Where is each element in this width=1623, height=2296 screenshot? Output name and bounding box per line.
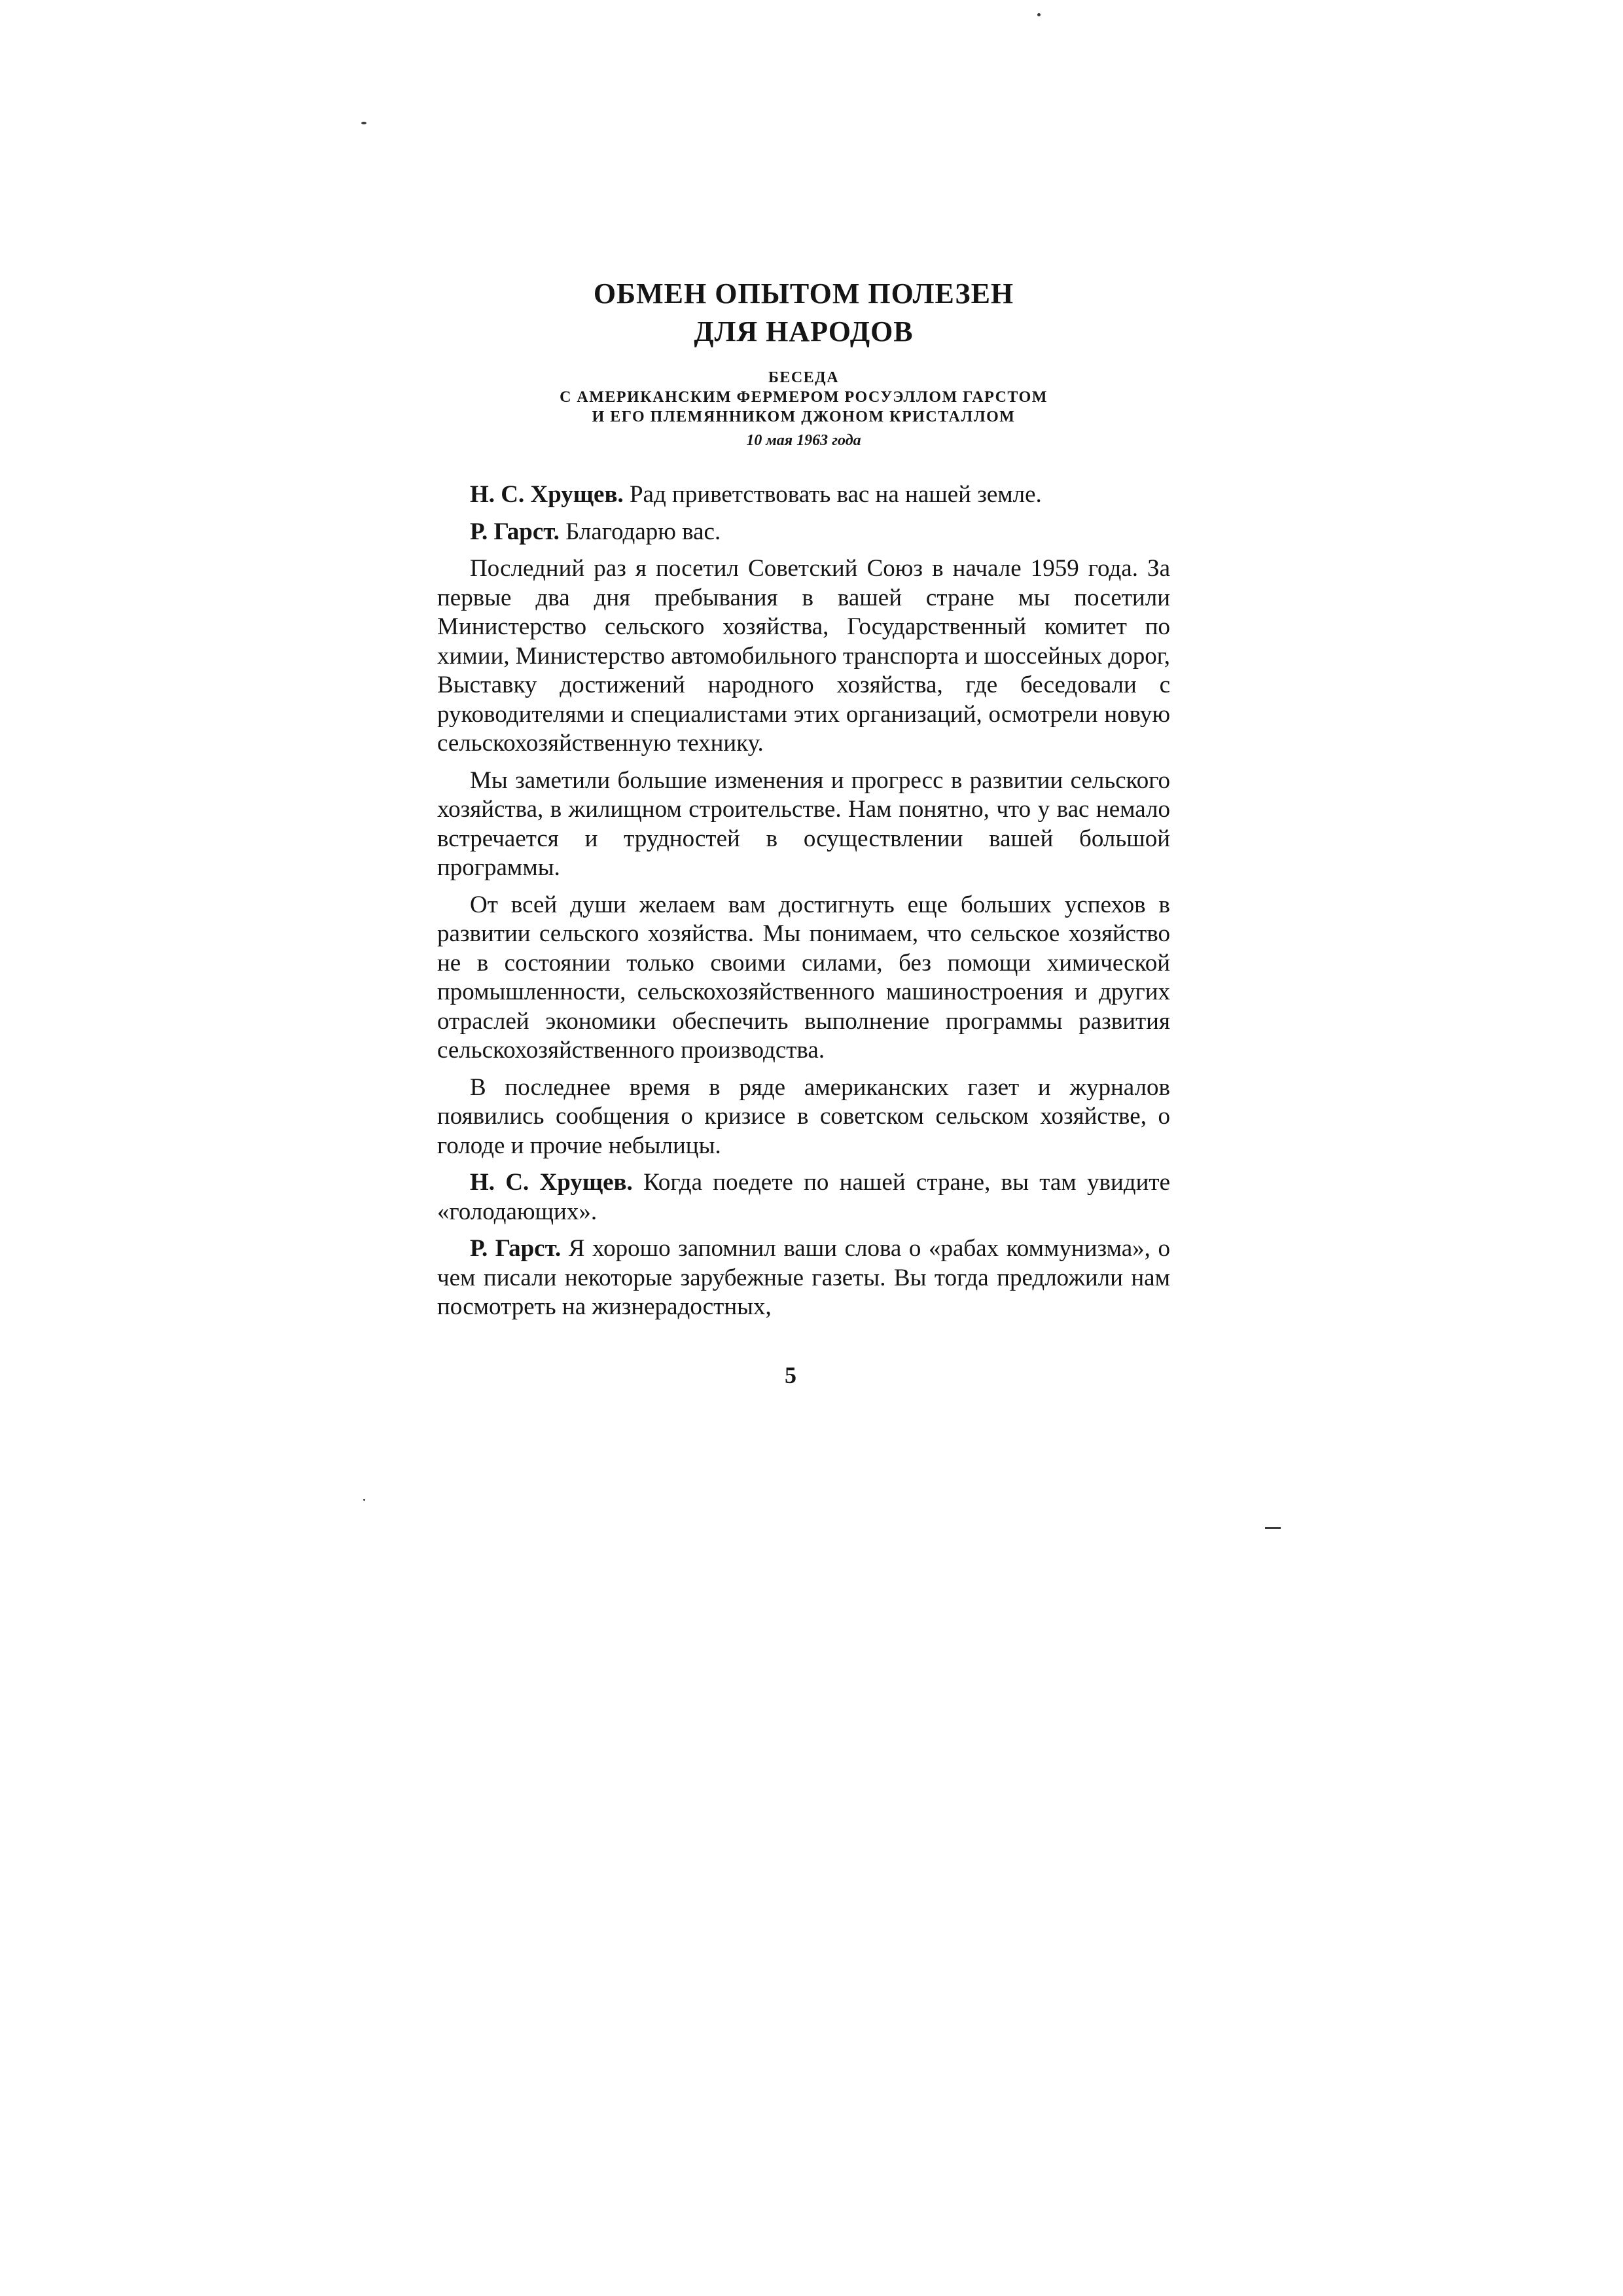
paragraph-text: Благодарю вас.: [559, 518, 721, 545]
dialogue-paragraph: [437, 480, 1170, 510]
subtitle-line: С АМЕРИКАНСКИМ ФЕРМЕРОМ РОСУЭЛЛОМ ГАРСТОМ: [560, 389, 1048, 406]
paragraph-text: От всей души желаем вам достигнуть еще больших успехов в развитии сельского хозяйства. Мы понимаем, что сельское хозяйство не в состоянии только своими силами, без помощи химической промышленности, сельскохозяйственного машиностроения и других отраслей экономики обеспечить выполнение программы развития сельскохозяйственного производства.: [437, 891, 1170, 1064]
conversation-date: 10 мая 1963 года: [746, 432, 861, 449]
scan-speck: [363, 1499, 365, 1501]
paragraph-text: Мы заметили большие изменения и прогресс в развитии сельского хозяйства, в жилищном строительстве. Нам понятно, что у вас немало встречается и трудностей в осуществлении вашей большой программы.: [437, 766, 1170, 881]
speaker-name: Р. Гарст.: [470, 1235, 562, 1262]
book-page-content: [437, 275, 1170, 1330]
page-number: 5: [785, 1362, 796, 1388]
dialogue-paragraph: [437, 891, 1170, 1066]
speaker-name: Р. Гарст.: [470, 518, 560, 545]
article-body: [437, 480, 1170, 1322]
subtitle-line: И ЕГО ПЛЕМЯННИКОМ ДЖОНОМ КРИСТАЛЛОМ: [592, 408, 1016, 425]
article-title-line: ДЛЯ НАРОДОВ: [694, 315, 914, 348]
dialogue-paragraph: [437, 1234, 1170, 1322]
scan-speck: [361, 122, 366, 124]
dialogue-paragraph: [437, 518, 1170, 547]
paragraph-text: Я хорошо запомнил ваши слова о «рабах коммунизма», о чем писали некоторые зарубежные газеты. Вы тогда предложили нам посмотреть на жизнерадостных,: [437, 1235, 1170, 1320]
subtitle-line: БЕСЕДА: [768, 369, 840, 386]
dialogue-paragraph: [437, 1168, 1170, 1227]
paragraph-text: Когда поедете по нашей стране, вы там увидите «голодающих».: [437, 1169, 1170, 1225]
speaker-name: Н. С. Хрущев.: [470, 481, 624, 508]
scan-speck: [1037, 13, 1041, 16]
paragraph-text: Последний раз я посетил Советский Союз в начале 1959 года. За первые два дня пребывания в вашей стране мы посетили Министерство сельского хозяйства, Государственный комитет по химии, Министерство автомобильного транспорта и шоссейных дорог, Выставку достижений народного хозяйства, где беседовали с руководителями и специалистами этих организаций, осмотрели новую сельскохозяйственную технику.: [437, 555, 1170, 757]
dialogue-paragraph: [437, 1073, 1170, 1161]
dialogue-paragraph: [437, 766, 1170, 883]
paragraph-text: В последнее время в ряде американских газет и журналов появились сообщения о кризисе в советском сельском хозяйстве, о голоде и прочие небылицы.: [437, 1073, 1170, 1159]
scan-speck: [1265, 1527, 1281, 1529]
speaker-name: Н. С. Хрущев.: [470, 1169, 633, 1196]
article-title-line: ОБМЕН ОПЫТОМ ПОЛЕЗЕН: [593, 278, 1014, 310]
paragraph-text: Рад приветствовать вас на нашей земле.: [623, 481, 1042, 508]
article-title: [437, 275, 1170, 351]
dialogue-paragraph: [437, 554, 1170, 759]
article-subtitle: [437, 368, 1170, 427]
